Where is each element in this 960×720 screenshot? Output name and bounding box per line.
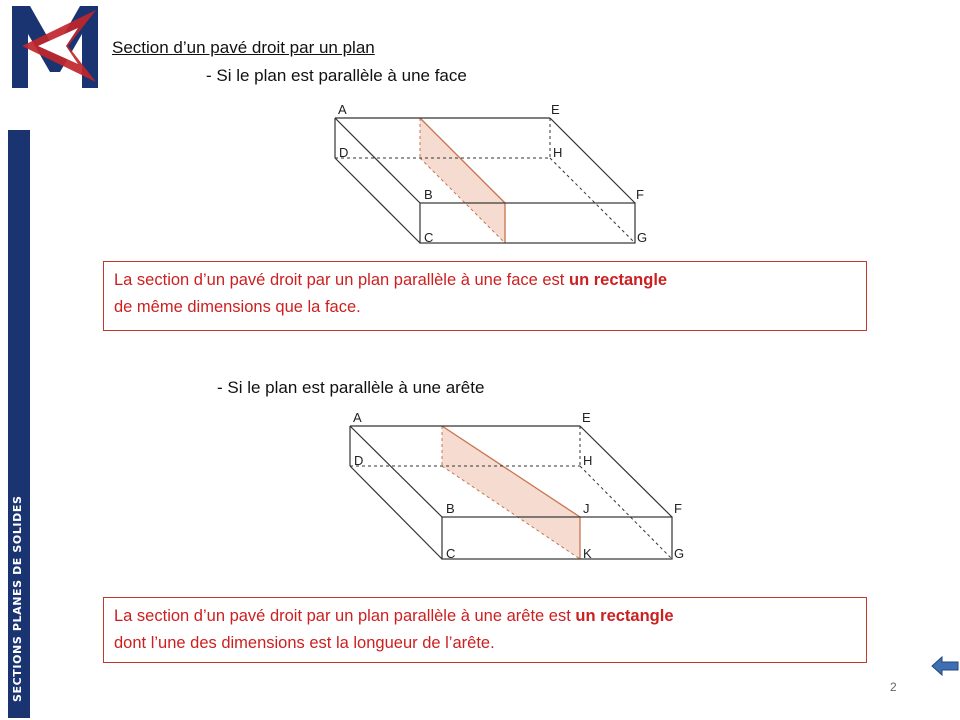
page-number: 2 — [890, 680, 897, 694]
vertex-D: D — [354, 453, 364, 468]
vertex-E: E — [582, 410, 591, 425]
sidebar-label: SECTIONS PLANES DE SOLIDES — [11, 495, 24, 703]
definition-text: de même dimensions que la face. — [114, 298, 361, 316]
section1-subtitle: - Si le plan est parallèle à une face — [206, 66, 467, 85]
definition-box-face — [103, 261, 867, 331]
vertex-F: F — [636, 187, 644, 202]
definition-text: dont l’une des dimensions est la longueur de l’arête. — [114, 634, 495, 652]
vertex-G: G — [637, 230, 648, 245]
vertex-A: A — [338, 102, 347, 117]
vertex-K: K — [583, 546, 592, 561]
section2-subtitle: - Si le plan est parallèle à une arête — [217, 378, 485, 397]
back-arrow-icon[interactable] — [930, 655, 960, 677]
section-plane — [420, 118, 505, 243]
page-title: Section d’un pavé droit par un plan — [112, 38, 375, 57]
vertex-G: G — [674, 546, 685, 561]
vertex-C: C — [424, 230, 434, 245]
section-plane — [442, 426, 580, 559]
vertex-A: A — [353, 410, 362, 425]
vertex-D: D — [339, 145, 349, 160]
vertex-H: H — [553, 145, 563, 160]
vertex-E: E — [551, 102, 560, 117]
definition-text: La section d’un pavé droit par un plan parallèle à une arête est — [114, 607, 576, 625]
box-diagram-face — [320, 96, 660, 256]
definition-emphasis: un rectangle — [575, 607, 674, 625]
definition-emphasis: un rectangle — [568, 271, 668, 289]
logo-icon — [8, 2, 102, 92]
vertex-C: C — [446, 546, 456, 561]
definition-box-edge — [103, 597, 867, 663]
vertex-B: B — [446, 501, 455, 516]
vertex-F: F — [674, 501, 682, 516]
vertex-B: B — [424, 187, 433, 202]
vertex-H: H — [583, 453, 593, 468]
vertex-J: J — [583, 501, 590, 516]
box-diagram-edge — [335, 404, 695, 574]
definition-text: La section d’un pavé droit par un plan parallèle à une face est — [114, 271, 569, 289]
